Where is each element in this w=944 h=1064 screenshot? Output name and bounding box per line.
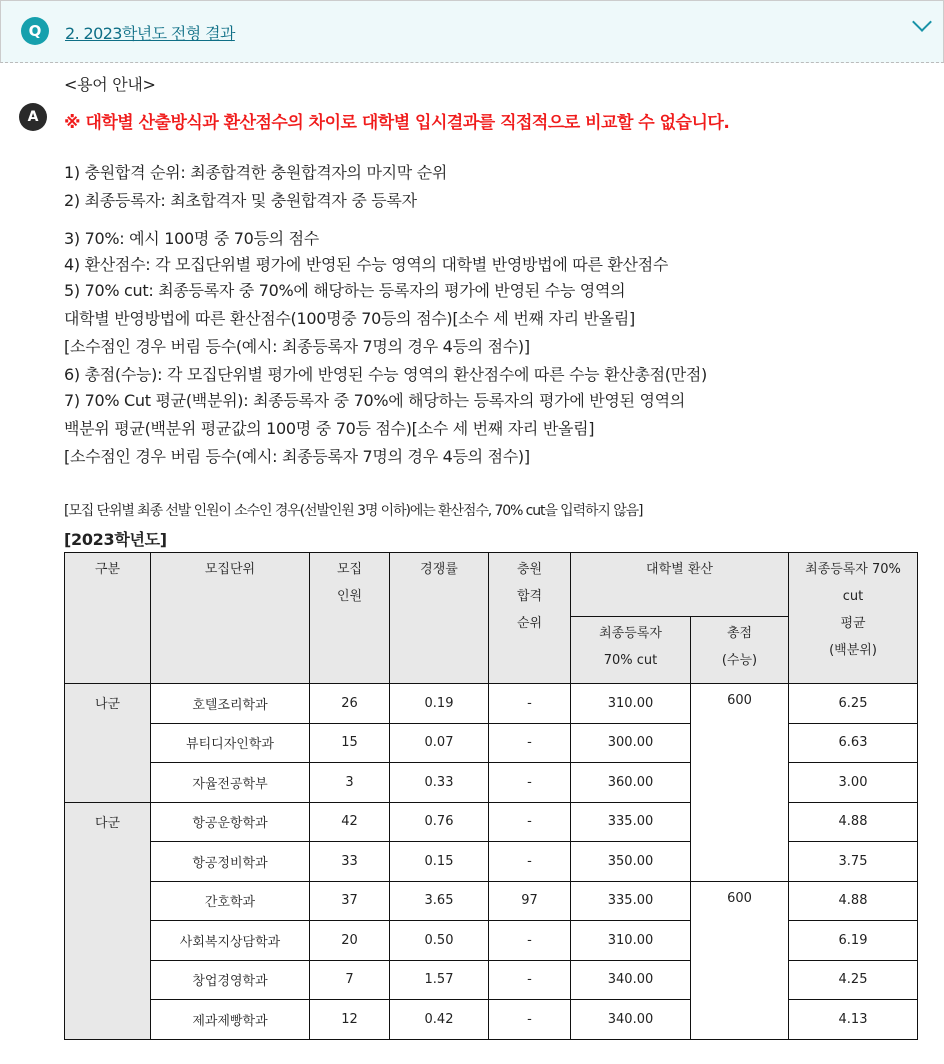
unit-cell: 뷰티디자인학과 bbox=[151, 723, 310, 763]
total-cell: 600 bbox=[691, 881, 789, 1039]
cut-cell: 340.00 bbox=[571, 1000, 691, 1040]
quota-cell: 20 bbox=[310, 921, 390, 961]
rank-cell: - bbox=[489, 802, 571, 842]
cut-cell: 310.00 bbox=[571, 684, 691, 724]
pct-cell: 6.19 bbox=[789, 921, 918, 961]
pct-cell: 4.88 bbox=[789, 802, 918, 842]
quota-cell: 33 bbox=[310, 842, 390, 882]
header-rate: 경쟁률 bbox=[390, 553, 489, 684]
unit-cell: 자율전공학부 bbox=[151, 763, 310, 803]
rank-cell: - bbox=[489, 763, 571, 803]
quota-cell: 37 bbox=[310, 881, 390, 921]
chevron-down-icon[interactable] bbox=[912, 12, 932, 32]
cut-cell: 350.00 bbox=[571, 842, 691, 882]
rate-cell: 3.65 bbox=[390, 881, 489, 921]
header-univ: 대학별 환산 bbox=[571, 553, 789, 617]
rate-cell: 0.07 bbox=[390, 723, 489, 763]
table-row bbox=[65, 763, 918, 803]
rank-cell: - bbox=[489, 684, 571, 724]
pct-cell: 3.00 bbox=[789, 763, 918, 803]
table-row bbox=[65, 1000, 918, 1040]
rank-cell: - bbox=[489, 960, 571, 1000]
pct-cell: 4.13 bbox=[789, 1000, 918, 1040]
header-cut: 최종등록자 70% cut bbox=[571, 617, 691, 684]
table-row bbox=[65, 842, 918, 882]
cut-cell: 340.00 bbox=[571, 960, 691, 1000]
term-line: 5) 70% cut: 최종등록자 중 70%에 해당하는 등록자의 평가에 반영된 수능 영역의 bbox=[64, 281, 626, 300]
question-title-link[interactable]: 2. 2023학년도 전형 결과 bbox=[65, 24, 235, 43]
table-row bbox=[65, 723, 918, 763]
rate-cell: 1.57 bbox=[390, 960, 489, 1000]
cut-cell: 335.00 bbox=[571, 802, 691, 842]
rate-cell: 0.76 bbox=[390, 802, 489, 842]
pct-cell: 4.25 bbox=[789, 960, 918, 1000]
quota-cell: 15 bbox=[310, 723, 390, 763]
term-line: 7) 70% Cut 평균(백분위): 최종등록자 중 70%에 해당하는 등록자의 평가에 반영된 영역의 bbox=[64, 391, 685, 410]
year-label: [2023학년도] bbox=[64, 530, 167, 549]
pct-cell: 4.88 bbox=[789, 881, 918, 921]
cut-cell: 310.00 bbox=[571, 921, 691, 961]
faq-question-header[interactable] bbox=[0, 0, 944, 63]
header-unit: 모집단위 bbox=[151, 553, 310, 684]
table-row bbox=[65, 960, 918, 1000]
term-line: 1) 충원합격 순위: 최종합격한 충원합격자의 마지막 순위 bbox=[64, 163, 448, 182]
rank-cell: - bbox=[489, 1000, 571, 1040]
terms-heading: <용어 안내> bbox=[64, 75, 156, 94]
unit-cell: 항공정비학과 bbox=[151, 842, 310, 882]
term-line: 2) 최종등록자: 최초합격자 및 충원합격자 중 등록자 bbox=[64, 191, 417, 210]
quota-cell: 42 bbox=[310, 802, 390, 842]
group-cell: 나군 bbox=[65, 684, 151, 803]
unit-cell: 간호학과 bbox=[151, 881, 310, 921]
answer-badge: A bbox=[19, 103, 47, 131]
quota-cell: 7 bbox=[310, 960, 390, 1000]
quota-cell: 12 bbox=[310, 1000, 390, 1040]
question-badge: Q bbox=[21, 17, 49, 45]
rate-cell: 0.33 bbox=[390, 763, 489, 803]
unit-cell: 사회복지상담학과 bbox=[151, 921, 310, 961]
rate-cell: 0.42 bbox=[390, 1000, 489, 1040]
header-quota: 모집 인원 bbox=[310, 553, 390, 684]
term-line: [소수점인 경우 버림 등수(예시: 최종등록자 7명의 경우 4등의 점수)] bbox=[64, 337, 530, 356]
cut-cell: 300.00 bbox=[571, 723, 691, 763]
warning-text: ※ 대학별 산출방식과 환산점수의 차이로 대학별 입시결과를 직접적으로 비교할 수 없습니다. bbox=[64, 113, 730, 133]
pct-cell: 6.63 bbox=[789, 723, 918, 763]
group-cell: 다군 bbox=[65, 802, 151, 1039]
table-row bbox=[65, 802, 918, 842]
rank-cell: - bbox=[489, 842, 571, 882]
term-line: [소수점인 경우 버림 등수(예시: 최종등록자 7명의 경우 4등의 점수)] bbox=[64, 447, 530, 466]
rate-cell: 0.15 bbox=[390, 842, 489, 882]
rank-cell: - bbox=[489, 723, 571, 763]
term-line: 6) 총점(수능): 각 모집단위별 평가에 반영된 수능 영역의 환산점수에 따른 수능 환산총점(만점) bbox=[64, 365, 707, 384]
header-pct: 최종등록자 70% cut 평균 (백분위) bbox=[789, 553, 918, 684]
header-total: 총점 (수능) bbox=[691, 617, 789, 684]
unit-cell: 창업경영학과 bbox=[151, 960, 310, 1000]
rank-cell: - bbox=[489, 921, 571, 961]
table-row bbox=[65, 684, 918, 724]
term-line: 4) 환산점수: 각 모집단위별 평가에 반영된 수능 영역의 대학별 반영방법에 따른 환산점수 bbox=[64, 255, 669, 274]
cut-cell: 360.00 bbox=[571, 763, 691, 803]
header-rank: 충원 합격 순위 bbox=[489, 553, 571, 684]
unit-cell: 제과제빵학과 bbox=[151, 1000, 310, 1040]
results-table bbox=[64, 552, 918, 1040]
note-text: [모집 단위별 최종 선발 인원이 소수인 경우(선발인원 3명 이하)에는 환산점수, 70% cut을 입력하지 않음] bbox=[64, 503, 643, 519]
total-cell: 600 bbox=[691, 684, 789, 882]
rate-cell: 0.19 bbox=[390, 684, 489, 724]
table-row bbox=[65, 881, 918, 921]
unit-cell: 항공운항학과 bbox=[151, 802, 310, 842]
rank-cell: 97 bbox=[489, 881, 571, 921]
quota-cell: 3 bbox=[310, 763, 390, 803]
term-line: 대학별 반영방법에 따른 환산점수(100명중 70등의 점수)[소수 세 번째 자리 반올림] bbox=[64, 309, 635, 328]
term-line: 3) 70%: 예시 100명 중 70등의 점수 bbox=[64, 229, 319, 248]
pct-cell: 6.25 bbox=[789, 684, 918, 724]
unit-cell: 호텔조리학과 bbox=[151, 684, 310, 724]
quota-cell: 26 bbox=[310, 684, 390, 724]
term-line: 백분위 평균(백분위 평균값의 100명 중 70등 점수)[소수 세 번째 자리 반올림] bbox=[64, 419, 595, 438]
cut-cell: 335.00 bbox=[571, 881, 691, 921]
rate-cell: 0.50 bbox=[390, 921, 489, 961]
header-group: 구분 bbox=[65, 553, 151, 684]
table-row bbox=[65, 921, 918, 961]
pct-cell: 3.75 bbox=[789, 842, 918, 882]
